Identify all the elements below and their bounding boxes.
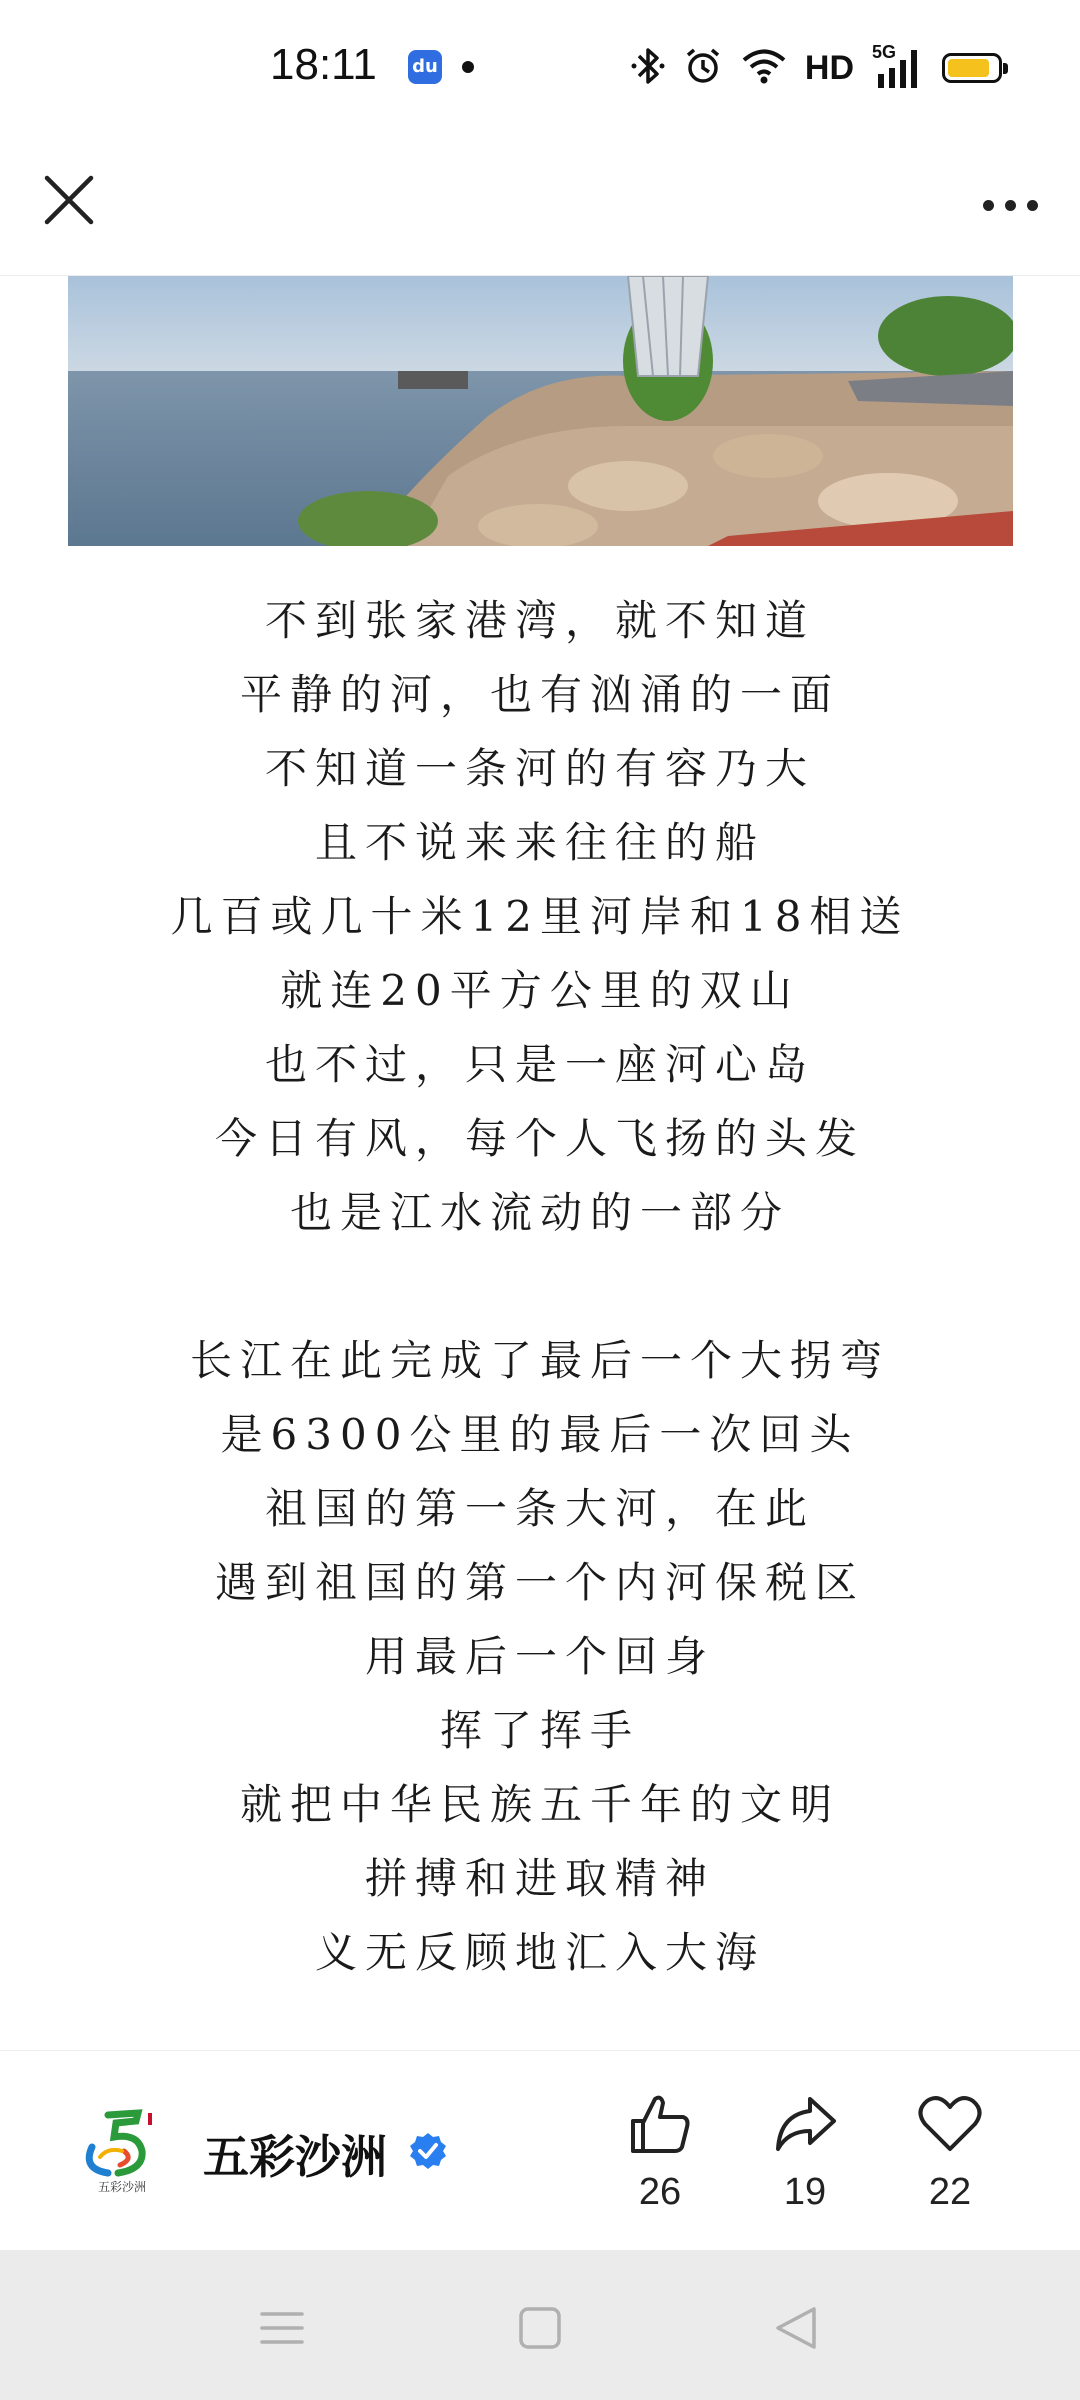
status-icons — [631, 40, 1002, 96]
recent-apps-button[interactable] — [252, 2298, 312, 2358]
poem-line: 拼搏和进取精神 — [364, 1854, 715, 1903]
poem-line: 义无反顾地汇入大海 — [314, 1928, 765, 1977]
account-name[interactable]: 五彩沙洲 — [203, 2130, 387, 2184]
poem-line: 就把中华民族五千年的文明 — [239, 1780, 840, 1829]
heart-icon — [917, 2091, 983, 2157]
alarm-icon — [683, 46, 723, 90]
account-logo-icon — [78, 2107, 166, 2195]
like-count: 26 — [638, 2171, 682, 2213]
notification-dot-icon — [462, 61, 474, 73]
poem-line: 且不说来来往往的船 — [314, 818, 765, 867]
favorite-button[interactable] — [900, 2091, 1000, 2214]
thumbs-up-icon — [627, 2091, 693, 2157]
poem-line: 平静的河，也有汹涌的一面 — [239, 670, 840, 719]
poem-line: 不知道一条河的有容乃大 — [264, 744, 815, 793]
poem-line: 几百或几十米12里河岸和18相送 — [170, 892, 910, 941]
poem-line: 遇到祖国的第一个内河保税区 — [214, 1558, 865, 1607]
verified-badge-icon — [408, 2131, 448, 2171]
poem-line: 就连20平方公里的双山 — [280, 966, 800, 1015]
poem-line: 祖国的第一条大河，在此 — [264, 1484, 815, 1533]
share-count: 19 — [783, 2171, 827, 2213]
poem-line: 今日有风，每个人飞扬的头发 — [214, 1114, 865, 1163]
share-icon — [772, 2091, 838, 2157]
signal-icon — [872, 42, 924, 90]
poem-line: 用最后一个回身 — [364, 1632, 715, 1681]
poem-line: 也不过，只是一座河心岛 — [264, 1040, 815, 1089]
like-button[interactable] — [610, 2091, 710, 2214]
poem-line: 长江在此完成了最后一个大拐弯 — [189, 1336, 890, 1385]
back-button[interactable] — [766, 2298, 826, 2358]
poem-line: 也是江水流动的一部分 — [289, 1188, 790, 1237]
action-bar — [0, 2050, 1080, 2251]
more-icon — [983, 200, 994, 211]
menu-icon — [260, 2308, 304, 2348]
network-label: HD — [804, 48, 854, 87]
svg-text:五彩沙洲: 五彩沙洲 — [97, 2180, 147, 2194]
system-nav-bar — [0, 2250, 1080, 2400]
status-bar — [0, 0, 1080, 135]
poem-line: 是6300公里的最后一次回头 — [220, 1410, 860, 1459]
back-icon — [774, 2305, 818, 2351]
more-button[interactable] — [970, 175, 1050, 235]
close-button[interactable] — [34, 165, 104, 235]
baidu-icon: du — [408, 50, 442, 84]
status-time: 18:11 — [270, 40, 377, 89]
signal-label: 5G — [872, 42, 897, 62]
favorite-count: 22 — [928, 2171, 972, 2213]
poem — [0, 584, 1080, 1990]
share-button[interactable] — [755, 2091, 855, 2214]
home-icon — [518, 2306, 562, 2350]
account-avatar[interactable] — [78, 2107, 166, 2195]
home-button[interactable] — [510, 2298, 570, 2358]
bluetooth-icon — [631, 46, 665, 90]
article-image — [68, 276, 1013, 546]
poem-line: 挥了挥手 — [439, 1706, 640, 1755]
close-icon — [43, 174, 95, 226]
stanza-gap — [0, 1250, 1080, 1324]
poem-line: 不到张家港湾，就不知道 — [264, 596, 815, 645]
battery-icon — [942, 53, 1002, 83]
top-nav — [0, 135, 1080, 276]
wifi-icon — [741, 47, 787, 89]
